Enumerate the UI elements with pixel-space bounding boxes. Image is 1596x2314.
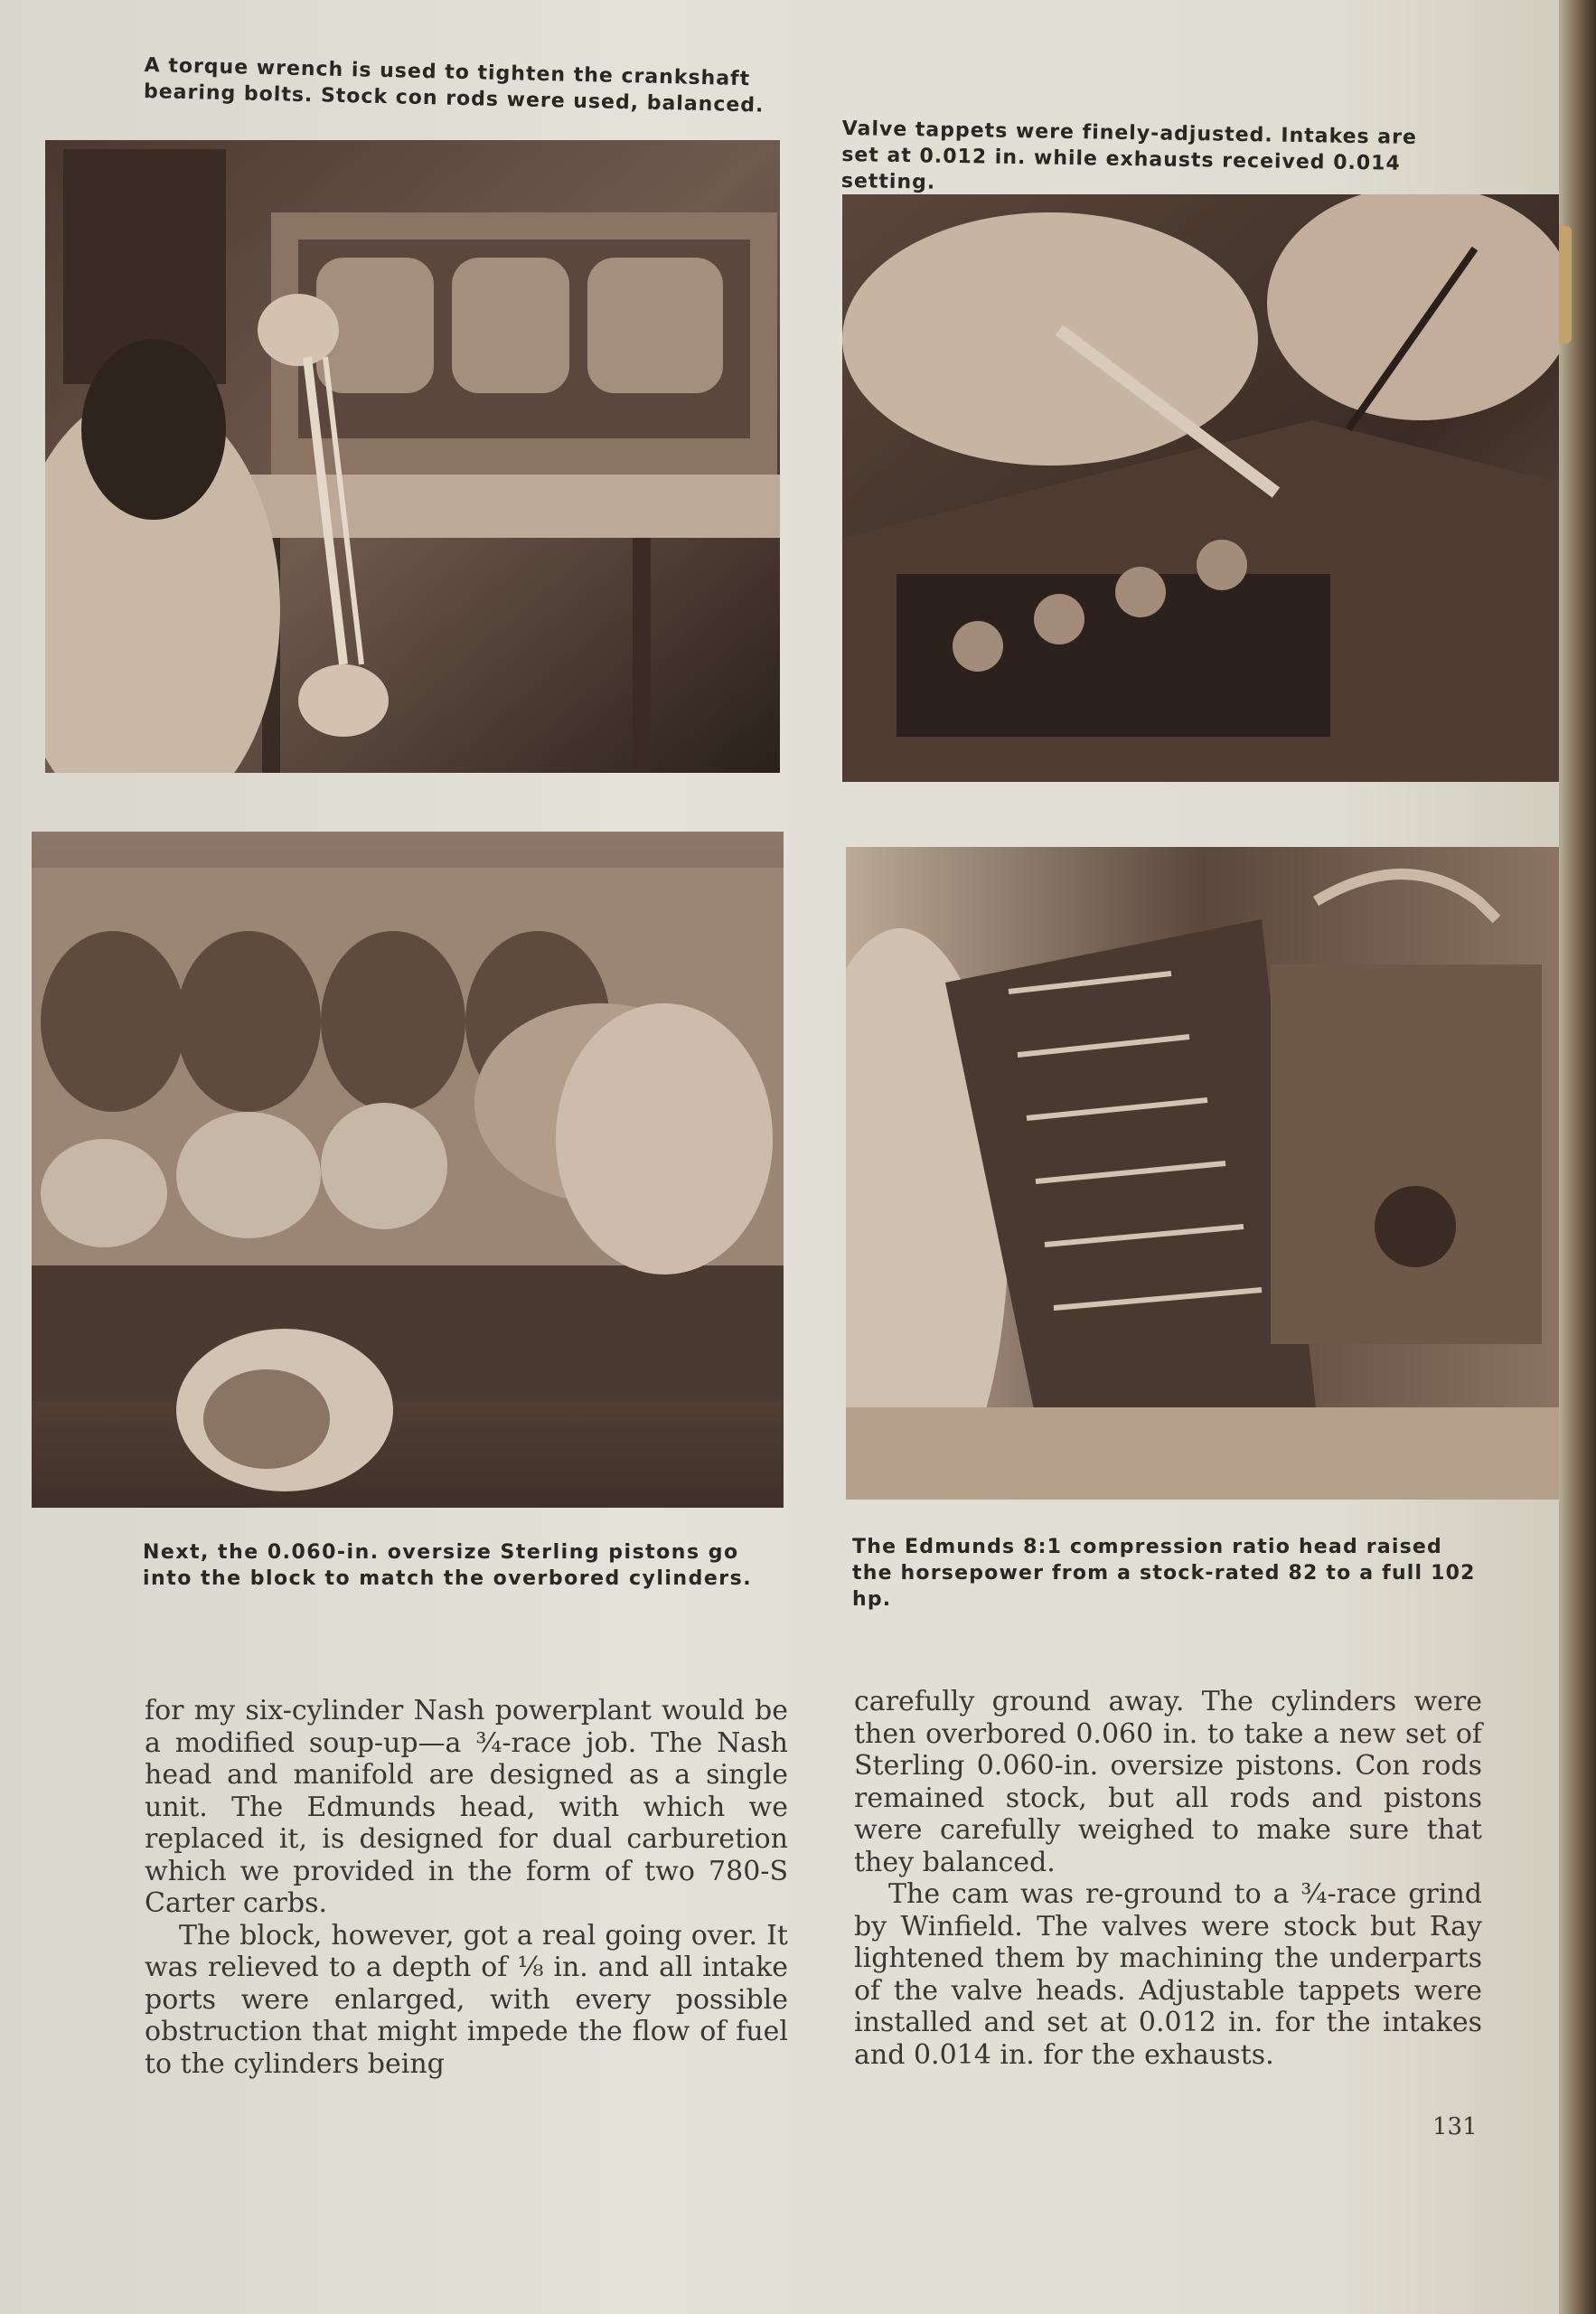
sterling-pistons-block-photo	[32, 832, 784, 1508]
next-page-edge	[1559, 226, 1572, 343]
edmunds-head-photo	[846, 847, 1559, 1500]
article-paragraph: The cam was re-ground to a ¾-race grind by Winfield. The valves were stock but Ray lightened them by machining the underparts of the valve heads. Adjustable tappets were installed and set at 0.012 in. for the intakes and 0.014 in. for the exhausts.	[854, 1878, 1482, 2071]
caption-torque-wrench: A torque wrench is used to tighten the crankshaft bearing bolts. Stock con rods were used, balanced.	[143, 53, 765, 118]
article-right-column	[854, 1686, 1482, 2071]
article-left-column	[145, 1695, 788, 2080]
article-paragraph: The block, however, got a real going over. It was relieved to a depth of ⅛ in. and all intake ports were enlarged, with every possible obstruction that might impede the flow of fuel to the cylinders being	[145, 1919, 788, 2080]
caption-valve-tappets: Valve tappets were finely-adjusted. Intakes are set at 0.012 in. while exhausts received 0.014 setting.	[840, 117, 1418, 194]
torque-wrench-crankshaft-photo	[45, 140, 780, 773]
book-spine	[1559, 0, 1596, 2314]
page-number: 131	[1432, 2113, 1478, 2140]
valve-tappet-adjustment-photo	[842, 194, 1563, 782]
article-paragraph: carefully ground away. The cylinders were then overbored 0.060 in. to take a new set of Sterling 0.060-in. oversize pistons. Con rods remained stock, but all rods and pistons were carefully weighed to make sure that they balanced.	[854, 1686, 1482, 1878]
article-paragraph: for my six-cylinder Nash powerplant would be a modified soup-up—a ¾-race job. The Nash head and manifold are designed as a single unit. The Edmunds head, with which we replaced it, is designed for dual carburetion which we provided in the form of two 780-S Carter carbs.	[145, 1695, 788, 1919]
caption-edmunds-head: The Edmunds 8:1 compression ratio head raised the horsepower from a stock-rated 82 to a full 102 hp.	[852, 1536, 1476, 1611]
caption-pistons: Next, the 0.060-in. oversize Sterling pistons go into the block to match the overbored cylinders.	[143, 1541, 753, 1590]
